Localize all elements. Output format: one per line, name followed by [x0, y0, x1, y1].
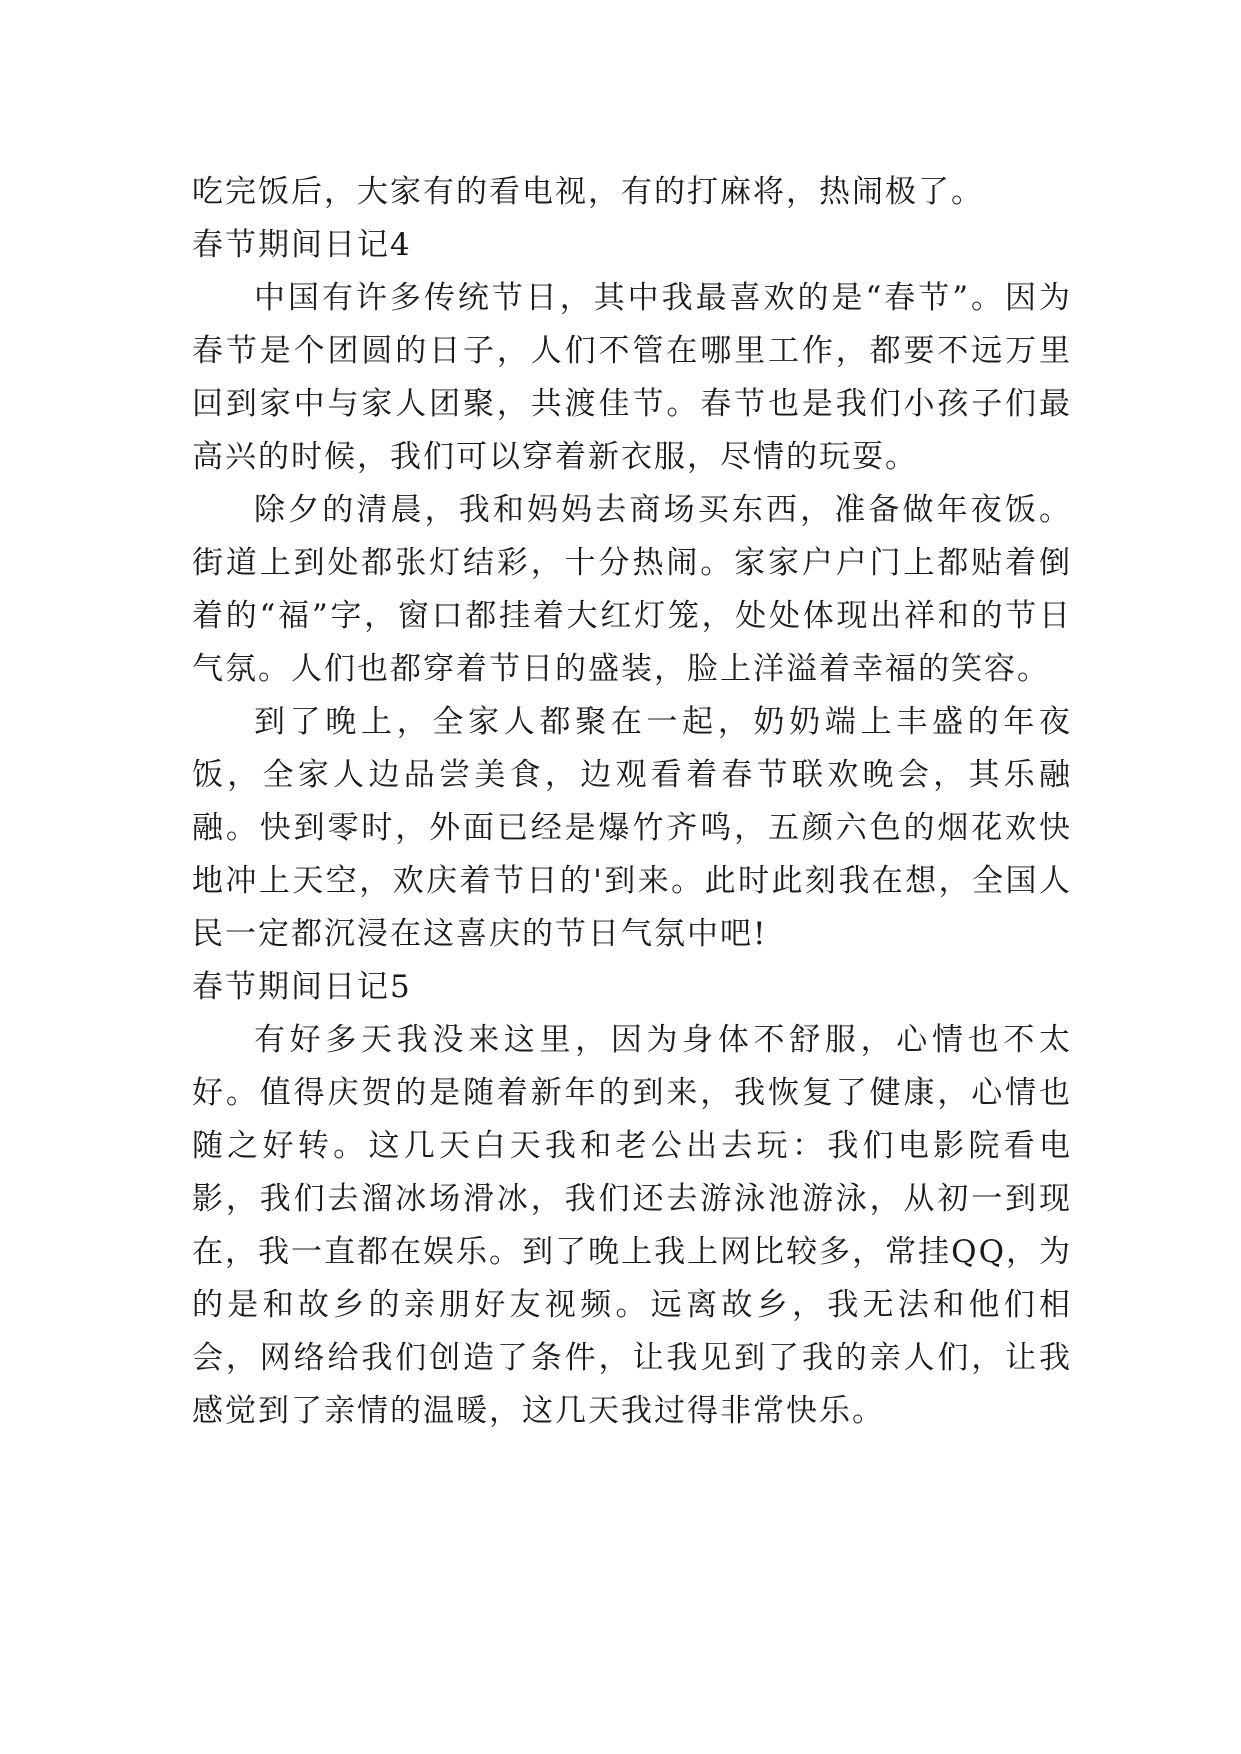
section-4-paragraph-1: 中国有许多传统节日，其中我最喜欢的是“春节”。因为春节是个团圆的日子，人们不管在哪里工作，都要不远万里回到家中与家人团聚，共渡佳节。春节也是我们小孩子们最高兴的时候，我们可以穿着新衣服，尽情的玩耍。: [192, 280, 1072, 475]
section-5-title: 春节期间日记5: [192, 969, 412, 1005]
section-5-paragraph-1: 有好多天我没来这里，因为身体不舒服，心情也不太好。值得庆贺的是随着新年的到来，我恢复了健康，心情也随之好转。这几天白天我和老公出去玩：我们电影院看电影，我们去溜冰场滑冰，我们还去游泳池游泳，从初一到现在，我一直都在娱乐。到了晚上我上网比较多，常挂QQ，为的是和故乡的亲朋好友视频。远离故乡，我无法和他们相会，网络给我们创造了条件，让我见到了我的亲人们，让我感觉到了亲情的温暖，这几天我过得非常快乐。: [192, 1022, 1072, 1429]
section-4-title: 春节期间日记4: [192, 227, 412, 263]
lead-line: 吃完饭后，大家有的看电视，有的打麻将，热闹极了。: [192, 174, 984, 210]
section-4-paragraph-2: 除夕的清晨，我和妈妈去商场买东西，准备做年夜饭。街道上到处都张灯结彩，十分热闹。家家户户门上都贴着倒着的“福”字，窗口都挂着大红灯笼，处处体现出祥和的节日气氛。人们也都穿着节日的盛装，脸上洋溢着幸福的笑容。: [192, 492, 1072, 687]
document-page: [192, 166, 1072, 1438]
section-4-paragraph-3: 到了晚上，全家人都聚在一起，奶奶端上丰盛的年夜饭，全家人边品尝美食，边观看着春节联欢晚会，其乐融融。快到零时，外面已经是爆竹齐鸣，五颜六色的烟花欢快地冲上天空，欢庆着节日的'到来。此时此刻我在想，全国人民一定都沉浸在这喜庆的节日气氛中吧!: [192, 704, 1072, 952]
